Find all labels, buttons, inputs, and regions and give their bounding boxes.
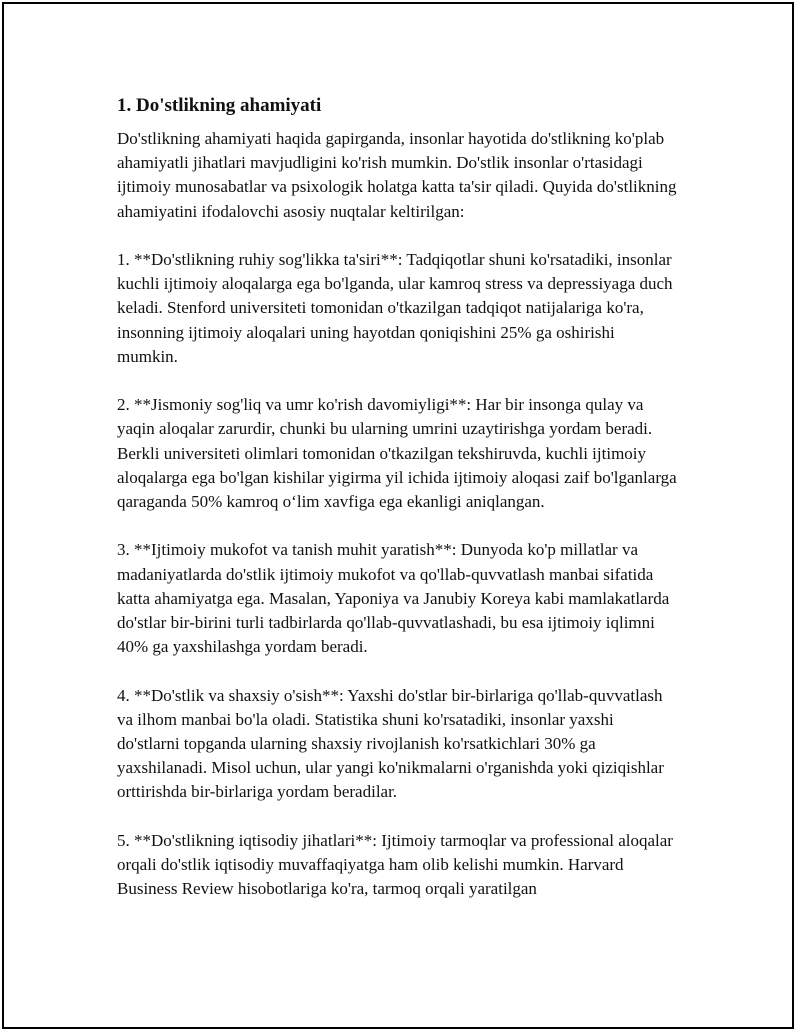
intro-paragraph: Do'stlikning ahamiyati haqida gapirganda, insonlar hayotida do'stlikning ko'plab ahamiyatli jihatlari mavjudligini ko'rish mumkin. Do'stlik insonlar o'rtasidagi ijtimoiy munosabatlar va psixologik holatga katta ta'sir qiladi. Quyida do'stlikning ahamiyatini ifodalovchi asosiy nuqtalar keltirilgan: <box>117 129 677 221</box>
point-2-paragraph: 2. **Jismoniy sog'liq va umr ko'rish davomiyligi**: Har bir insonga qulay va yaqin aloqalar zarurdir, chunki bu ularning umrini uzaytirishga yordam beradi. Berkli universiteti olimlari tomonidan o'tkazilgan tekshiruvda, kuchli ijtimoiy aloqalarga ega bo'lgan kishilar yigirma yil ichida ijtimoiy aloqasi zaif bo'lganlarga qaraganda 50% kamroq o‘lim xavfiga ega ekanligi aniqlangan. <box>117 395 677 512</box>
point-1-paragraph: 1. **Do'stlikning ruhiy sog'likka ta'siri**: Tadqiqotlar shuni ko'rsatadiki, insonlar kuchli ijtimoiy aloqalarga ega bo'lganda, ular kamroq stress va depressiyaga duch keladi. Stenford universiteti tomonidan o'tkazilgan tadqiqot natijalariga ko'ra, insonning ijtimoiy aloqalari uning hayotdan qoniqishini 25% ga oshirishi mumkin. <box>117 250 673 366</box>
point-4-paragraph: 4. **Do'stlik va shaxsiy o'sish**: Yaxshi do'stlar bir-birlariga qo'llab-quvvatlash va ilhom manbai bo'la oladi. Statistika shuni ko'rsatadiki, insonlar yaxshi do'stlarni topganda ularning shaxsiy rivojlanish ko'rsatkichlari 30% ga yaxshilanadi. Misol uchun, ular yangi ko'nikmalarni o'rganishda yoki qiziqishlar orttirishda bir-birlariga yordam beradilar. <box>117 685 664 802</box>
section-heading: 1. Do'stlikning ahamiyati <box>117 95 322 116</box>
point-3-paragraph: 3. **Ijtimoiy mukofot va tanish muhit yaratish**: Dunyoda ko'p millatlar va madaniyatlarda do'stlik ijtimoiy mukofot va qo'llab-quvvatlash manbai sifatida katta ahamiyatga ega. Masalan, Yaponiya va Janubiy Koreya kabi mamlakatlarda do'stlar bir-birini turli tadbirlarda qo'llab-quvvatlashadi, bu esa ijtimoiy iqlimni 40% ga yaxshilashga yordam beradi. <box>117 540 670 657</box>
document-body <box>117 93 677 926</box>
point-5-paragraph: 5. **Do'stlikning iqtisodiy jihatlari**: Ijtimoiy tarmoqlar va professional aloqalar orqali do'stlik iqtisodiy muvaffaqiyatga ham olib kelishi mumkin. Harvard Business Review hisobotlariga ko'ra, tarmoq orqali yaratilgan <box>117 830 673 899</box>
